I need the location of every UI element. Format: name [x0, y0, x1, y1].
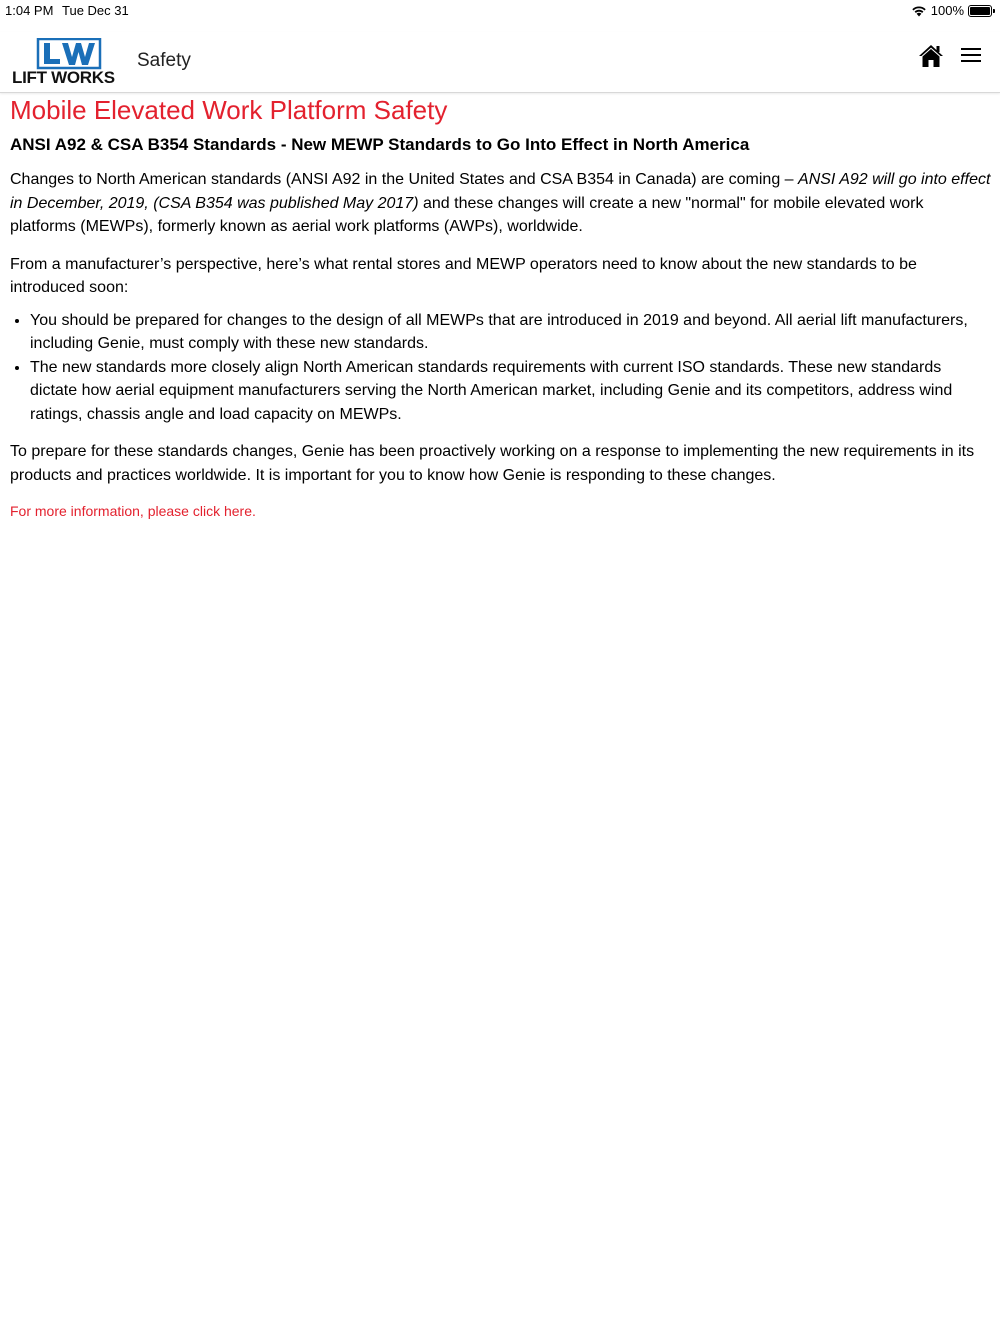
- battery-percent: 100%: [930, 3, 964, 18]
- app-header: [0, 32, 1000, 93]
- logo-text: LIFT WORKS: [12, 68, 115, 87]
- header-title: Safety: [137, 50, 191, 71]
- wifi-icon: [911, 5, 927, 17]
- battery-icon: [968, 5, 992, 17]
- status-bar: [0, 0, 1000, 22]
- list-item: • The new standards more closely align North American standards requirements with current ISO standards. These new standards dictate how aerial equipment manufacturers serving the North American market, including Genie and its competitors, address wind ratings, chassis angle and load capacity on MEWPs.: [30, 356, 992, 427]
- battery-level: [970, 7, 990, 15]
- status-indicators: [911, 3, 992, 18]
- status-date: Tue Dec 31: [62, 3, 129, 18]
- intro-text-start: Changes to North American standards (ANSI A92 in the United States and CSA B354 in Canada) are coming –: [10, 171, 799, 188]
- hamburger-menu-icon[interactable]: [960, 46, 982, 64]
- more-info-link[interactable]: For more information, please click here.: [10, 503, 256, 519]
- article-content: [10, 94, 992, 519]
- genie-paragraph: To prepare for these standards changes, Genie has been proactively working on a response to implementing the new requirements in its products and practices worldwide. It is important for you to know how Genie is responding to these changes.: [10, 443, 975, 484]
- intro-paragraph: [10, 168, 992, 239]
- home-icon[interactable]: [918, 44, 944, 68]
- article-subtitle: ANSI A92 & CSA B354 Standards - New MEWP Standards to Go Into Effect in North America: [10, 135, 750, 154]
- battery-tip: [993, 9, 995, 13]
- page-title: Mobile Elevated Work Platform Safety: [10, 95, 448, 125]
- manufacturer-paragraph: From a manufacturer’s perspective, here’s what rental stores and MEWP operators need to know about the new standards to be introduced soon:: [10, 255, 917, 296]
- status-time: 1:04 PM: [5, 3, 54, 18]
- intro-text-end: and these changes will create a new "normal" for mobile elevated work platforms (MEWPs), formerly known as aerial work platforms (AWPs), worldwide.: [10, 194, 924, 235]
- lw-logo-badge: [36, 38, 102, 70]
- list-item: • You should be prepared for changes to the design of all MEWPs that are introduced in 2019 and beyond. All aerial lift manufacturers, including Genie, must comply with these new standards.: [30, 309, 992, 356]
- intro-text-italic: ANSI A92 will go into effect in December, 2019, (CSA B354 was published May 2017): [10, 171, 991, 212]
- lift-works-logo[interactable]: [10, 38, 128, 88]
- standards-bullet-list: [10, 309, 992, 427]
